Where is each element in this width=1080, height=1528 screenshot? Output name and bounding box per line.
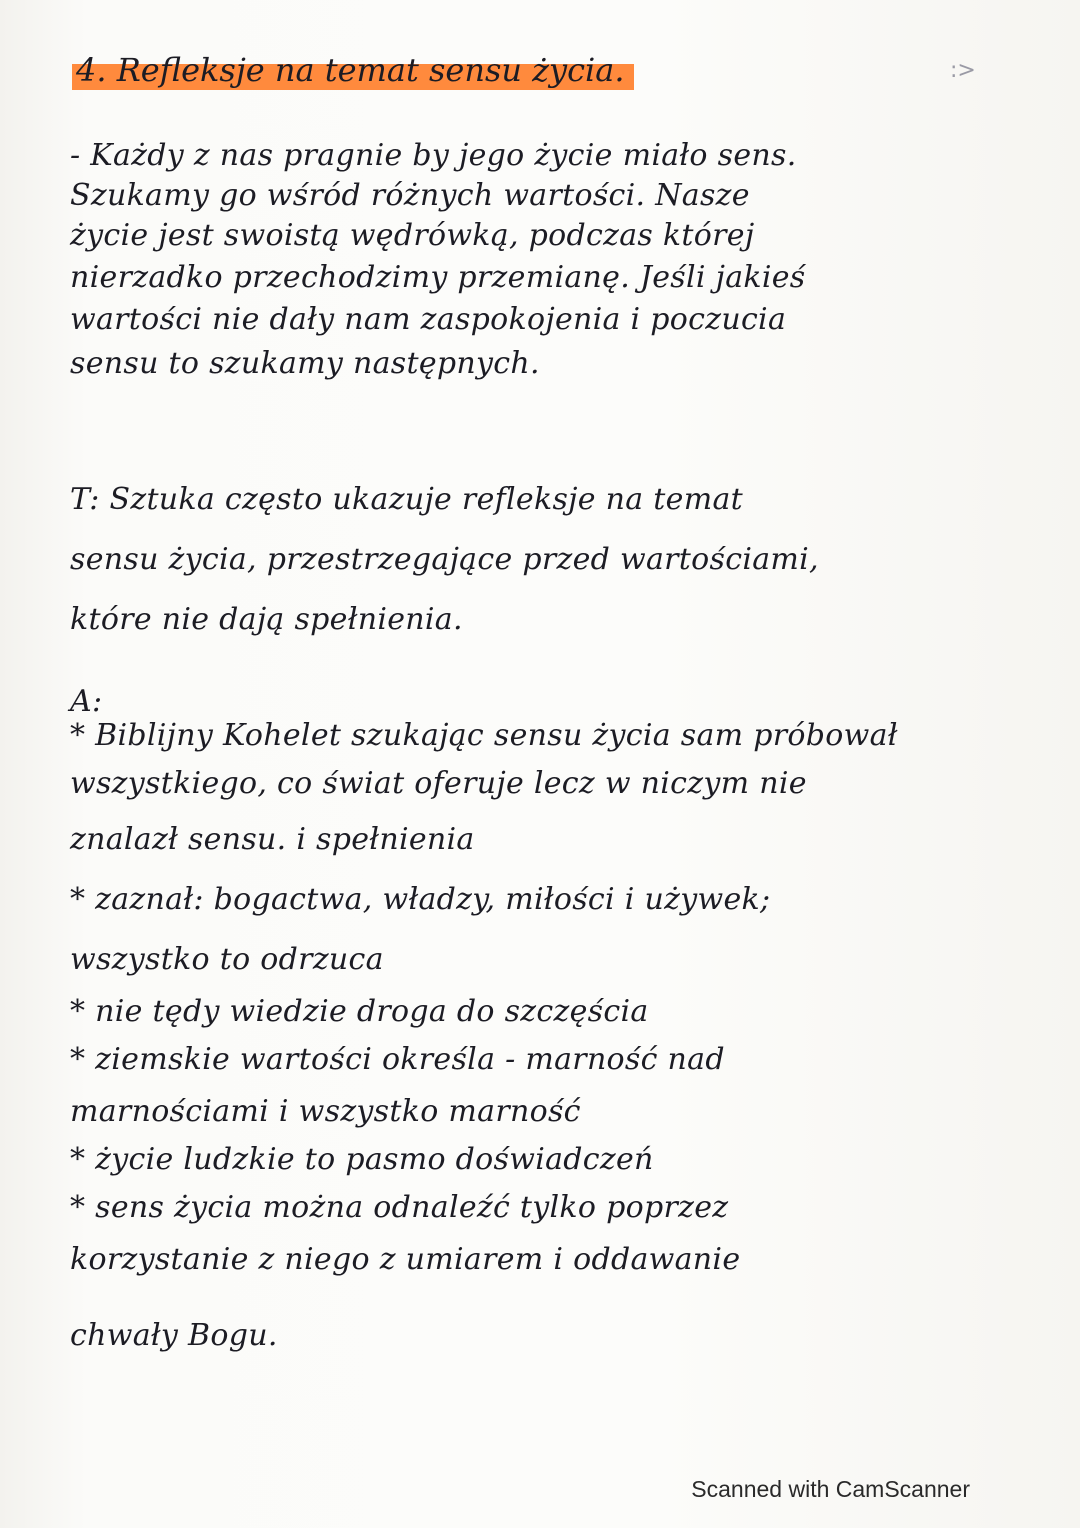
argument-line: * ziemskie wartości określa - marność nad <box>70 1042 725 1077</box>
argument-line: marnościami i wszystko marność <box>70 1094 581 1129</box>
corner-doodle: :> <box>950 58 976 83</box>
argument-line: * nie tędy wiedzie droga do szczęścia <box>70 994 649 1029</box>
thesis-line: T: Sztuka często ukazuje refleksje na temat <box>70 482 743 517</box>
paragraph-line: wartości nie dały nam zaspokojenia i poczucia <box>70 302 787 337</box>
argument-line: wszystko to odrzuca <box>70 942 384 977</box>
thesis-line: sensu życia, przestrzegające przed wartościami, <box>70 542 819 577</box>
paragraph-line: nierzadko przechodzimy przemianę. Jeśli jakieś <box>70 260 806 295</box>
argument-line: korzystanie z niego z umiarem i oddawanie <box>70 1242 741 1277</box>
thesis-line: które nie dają spełnienia. <box>70 602 463 637</box>
paragraph-line: życie jest swoistą wędrówką, podczas której <box>70 218 755 253</box>
argument-line: * sens życia można odnaleźć tylko poprzez <box>70 1190 729 1225</box>
argument-line: chwały Bogu. <box>70 1318 278 1353</box>
argument-line: * życie ludzkie to pasmo doświadczeń <box>70 1142 654 1177</box>
section-title: 4. Refleksje na temat sensu życia. <box>72 46 634 94</box>
scanner-watermark: Scanned with CamScanner <box>691 1476 970 1502</box>
paragraph-line: sensu to szukamy następnych. <box>70 346 540 381</box>
argument-line: znalazł sensu. i spełnienia <box>70 822 475 857</box>
paragraph-line: - Każdy z nas pragnie by jego życie miało sens. <box>70 138 797 173</box>
argument-line: * zaznał: bogactwa, władzy, miłości i używek; <box>70 882 771 917</box>
arguments-label: A: <box>70 684 103 719</box>
argument-line: * Biblijny Kohelet szukając sensu życia sam próbował <box>70 718 898 753</box>
argument-line: wszystkiego, co świat oferuje lecz w niczym nie <box>70 766 807 801</box>
paragraph-line: Szukamy go wśród różnych wartości. Nasze <box>70 178 750 213</box>
